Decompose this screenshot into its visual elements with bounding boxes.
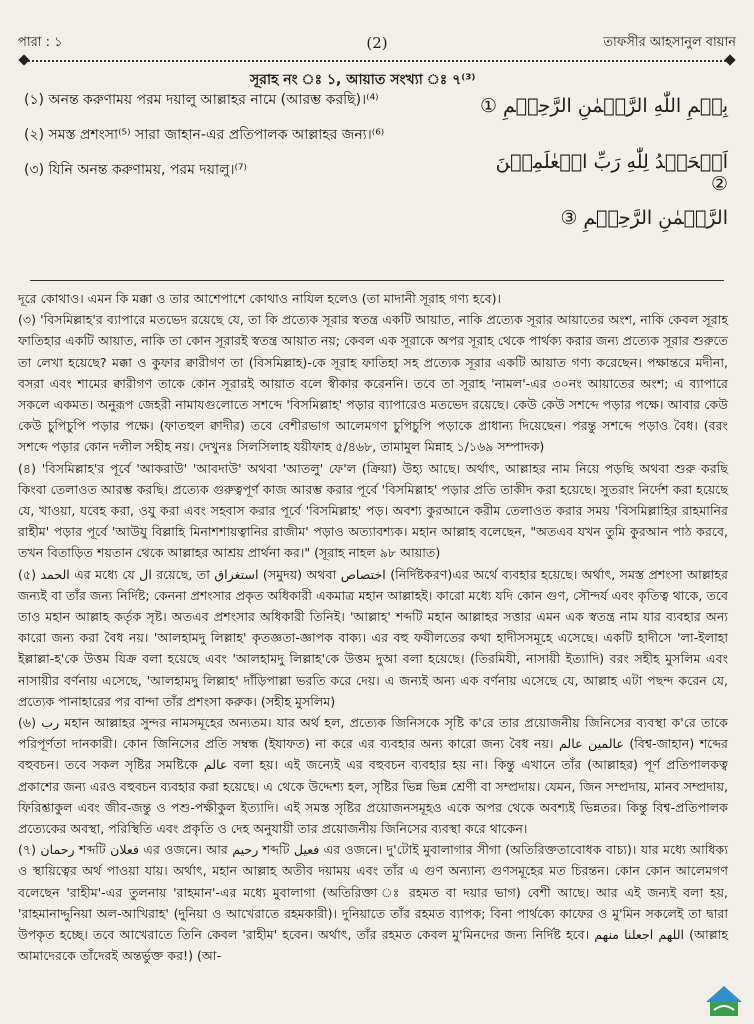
commentary-para-4: (৫) الحمد এর মধ্যে যে ال রয়েছে, তা استغراق (সমুদয়) অথবা اختصاص (নির্দিষ্টকরণ)এর অর্থে ব্যবহার হয়েছে। অর্থাৎ, সমস্ত প্রশংসা আল্লাহর জন্যই বা তাঁর জন্য নির্দিষ্ট; কেননা প্রশংসার প্রকৃত অধিকারী একমাত্র মহান আল্লাহই। কারো মধ্যে যদি কোন গুণ, সৌন্দর্য এবং কৃতিত্ব থাকে, তবে তাও মহান আল্লাহ কর্তৃক সৃষ্ট। অতএব প্রশংসার অধিকারী তিনিই। 'আল্লাহ' শব্দটি মহান আল্লাহর সত্তার এমন এক স্বতন্ত্র নাম যার ব্যবহার অন্য কারো জন্য করা বৈধ নয়। 'আলহামদু লিল্লাহ' কৃতজ্ঞতা-জ্ঞাপক বাক্য। এর বহু ফযীলতের কথা হাদীসসমূহে এসেছে। একটি হাদীসে 'লা-ইলাহা ইল্লাল্লা-হ'কে উত্তম যিক্র বলা হয়েছে এবং 'আলহামদু লিল্লাহ'কে উত্তম দুআ বলা হয়েছে। (তিরমিযী, নাসায়ী ইত্যাদি) বরং সহীহ মুসলিম এবং নাসায়ীর বর্ণনায় এসেছে, 'আলহামদু লিল্লাহ' দাঁড়িপাল্লা ভরতি করে দেয়। এ জন্যই অন্য এক বর্ণনায় এসেছে যে, আল্লাহ এটা পছন্দ করেন যে, প্রত্যেক পানাহারের পর বান্দা তাঁর প্রশংসা করুক। (সহীহ মুসলিম) <box>18 566 728 709</box>
page-number: (2) <box>366 34 388 52</box>
header-divider <box>20 60 734 62</box>
arabic-verses <box>478 95 728 263</box>
book-title: তাফসীর আহসানুল বায়ান <box>603 34 736 50</box>
divider-ornament-left <box>18 54 29 65</box>
verse-1: (১) অনন্ত করুণাময় পরম দয়ালু আল্লাহর নামে (আরম্ভ করছি)।⁽⁴⁾ <box>24 92 379 108</box>
arabic-verse-3: الرَّحۡمٰنِ الرَّحِیۡمِ ③ <box>560 207 728 229</box>
commentary-para-2: (৩) 'বিসমিল্লাহ'র ব্যাপারে মতভেদ রয়েছে যে, তা কি প্রত্যেক সূরার স্বতন্ত্র একটি আয়াত, নাকি প্রত্যেক সূরার আয়াতের অংশ, নাকি কেবল সূরাহ ফাতিহার একটি আয়াত, নাকি তা কোন সূরারই স্বতন্ত্র আয়াত নয়; কেবল এক সূরাকে অপর সূরাহ থেকে পার্থক্য করার জন্য প্রত্যেক সূরার শুরুতে তা লেখা হয়েছে? মক্কা ও কুফার ক্বারীগণ তা (বিসমিল্লাহ)-কে সূরাহ ফাতিহা সহ প্রত্যেক সূরার একটি আয়াত গণ্য করেছেন। পক্ষান্তরে মদীনা, বসরা এবং শামের ক্বারীগণ তাকে কোন সূরারই আয়াত বলে স্বীকার করেননি। তবে তা সূরাহ 'নামল'-এর ৩০নং আয়াতের অংশ; এ ব্যাপারে সকলে একমত। অনুরূপ জেহরী নামাযগুলোতে সশব্দে 'বিসমিল্লাহ' পড়ার ব্যাপারেও মতভেদ রয়েছে। কেউ কেউ সশব্দে পড়ার পক্ষে। আবার কেউ কেউ চুপিচুপি পড়ার পক্ষে। (ফাতহুল ক্বাদীর) তবে বেশীরভাগ আলেমগণ চুপিচুপি পড়াকে প্রাধান্য দিয়েছেন। পরন্তু সশব্দে পড়াও বৈধ। (বরং সশব্দে পড়ার কোন দলীল সহীহ নয়। দেখুনঃ সিলসিলাহ যয়ীফাহ ৫/৪৬৮, তামামুল মিন্নাহ ১/১৬৯ সম্পাদক) <box>18 312 728 455</box>
page-header <box>18 30 736 56</box>
verse-2: (২) সমস্ত প্রশংসা⁽⁵⁾ সারা জাহান-এর প্রতিপালক আল্লাহর জন্য।⁽⁶⁾ <box>24 127 385 143</box>
commentary <box>18 288 728 967</box>
commentary-para-3: (৪) 'বিসমিল্লাহ'র পূর্বে 'আকরাউ' 'আবদাউ' অথবা 'আতলু' ফে'ল (ক্রিয়া) উহ্য আছে। অর্থাৎ, আল্লাহর নাম নিয়ে পড়ছি অথবা শুরু করছি কিংবা তেলাওত আরম্ভ করছি। প্রত্যেক গুরুত্বপূর্ণ কাজ আরম্ভ করার পূর্বে 'বিসমিল্লাহ' পড়ার প্রতি তাকীদ করা হয়েছে। সুতরাং নির্দেশ করা হয়েছে যে, খাওয়া, যবেহ করা, ওযু করা এবং সহবাস করার পূর্বে 'বিসমিল্লাহ' পড়। অবশ্য কুরআনে করীম তেলাওত করার সময় 'বিসমিল্লাহির রাহমানির রাহীম' পড়ার পূর্বে 'আউযু বিল্লাহি মিনাশশায়ত্বানির রাজীম' পড়াও অত্যাবশ্যক। মহান আল্লাহ বলেছেন, "অতএব যখন তুমি কুরআন পাঠ করবে, তখন বিতাড়িত শয়তান থেকে আল্লাহর আশ্রয় প্রার্থনা কর।" (সূরাহ নাহল ৯৮ আয়াত) <box>18 460 728 561</box>
commentary-para-5: (৬) رب মহান আল্লাহর সুন্দর নামসমূহের অন্যতম। যার অর্থ হল, প্রত্যেক জিনিসকে সৃষ্টি ক'রে তার প্রয়োজনীয় জিনিসের ব্যবস্থা ক'রে তাকে পরিপূর্ণতা দানকারী। কোন জিনিসের প্রতি সম্বন্ধ (ইযাফত) না করে এর ব্যবহার অন্য কারো জন্য বৈধ নয়। عالمین عالم (বিশ্ব-জাহান) শব্দের বহুবচন। তবে সকল সৃষ্টির সমষ্টিকে عالم বলা হয়। এই জন্যেই এর বহুবচন ব্যবহার হয় না। কিন্তু এখানে তাঁর (আল্লাহর) পূর্ণ প্রতিপালকত্ব প্রকাশের জন্য এরও বহুবচন ব্যবহার করা হয়েছে। এ থেকে উদ্দেশ্য হল, সৃষ্টির ভিন্ন ভিন্ন শ্রেণী বা সম্প্রদায়। যেমন, জিন সম্প্রদায়, মানব সম্প্রদায়, ফিরিশ্তাকুল এবং জীব-জন্তু ও পশু-পক্ষীকুল ইত্যাদি। এই সমস্ত সৃষ্টির প্রয়োজনসমূহও একে অপর থেকে অবশ্যই ভিন্নতর। কিন্তু বিশ্ব-প্রতিপালক প্রত্যেকের অবস্থা, পরিস্থিতি এবং প্রকৃতি ও দেহ অনুযায়ী তার প্রয়োজনীয় জিনিসের ব্যবস্থা করে থাকেন। <box>18 715 728 837</box>
commentary-para-1: দূরে কোথাও। এমন কি মক্কা ও তার আশেপাশে কোথাও নাযিল হলেও (তা মাদানী সূরাহ গণ্য হবে)। <box>18 291 502 306</box>
arabic-verse-1: بِسۡمِ اللّٰهِ الرَّحۡمٰنِ الرَّحِیۡمِ ① <box>479 95 728 117</box>
arabic-verse-2: اَلۡحَمۡدُ لِلّٰهِ رَبِّ الۡعٰلَمِیۡنَ ② <box>495 151 728 195</box>
publisher-logo-icon <box>704 984 744 1018</box>
verse-translations <box>24 90 464 195</box>
divider-ornament-right <box>724 54 735 65</box>
commentary-para-6: (৭) رحمان শব্দটি فعلان এর ওজনে। আর رحيم শব্দটি فعيل এর ওজনে। দু'টোই মুবালাগার সীগা (অতিরিক্ততাবোধক বাচ্য)। যার মধ্যে আধিক্য ও স্থায়িত্বের অর্থ পাওয়া যায়। অর্থাৎ, মহান আল্লাহ অতীব দয়াময় এবং তাঁর এ গুণ অন্যান্য গুণসমূহের মত চিরন্তন। কোন কোন আলেমগণ বলেছেন 'রাহীম'-এর তুলনায় 'রাহমান'-এর মধ্যে মুবালাগা (অতিরিক্তা ঃ রহমত বা দয়ার ভাগ) বেশী আছে। আর এই জন্যই বলা হয়, 'রাহমানাদ্দুনিয়া অল-আখিরাহ' (দুনিয়া ও আখেরাতে রহমকারী)। দুনিয়াতে তাঁর রহমত ব্যাপক; বিনা পার্থক্যে কাফের ও মু'মিন সকলেই তা দ্বারা উপকৃত হচ্ছে। তবে আখেরাতে তিনি কেবল 'রাহীম' হবেন। অর্থাৎ, তাঁর রহমত কেবল মু'মিনদের জন্য নির্দিষ্ট হবে। اللهم اجعلنا منهم (আল্লাহ আমাদেরকে তাঁদেরই অন্তর্ভুক্ত কর!) (আ- <box>18 842 728 964</box>
para-label: পারা : ১ <box>18 34 63 50</box>
surah-info: সূরাহ নং ঃ ১, আয়াত সংখ্যা ঃ ৭⁽³⁾ <box>250 72 476 88</box>
commentary-divider <box>30 280 724 281</box>
verse-3: (৩) যিনি অনন্ত করুণাময়, পরম দয়ালু।⁽⁷⁾ <box>24 162 247 178</box>
